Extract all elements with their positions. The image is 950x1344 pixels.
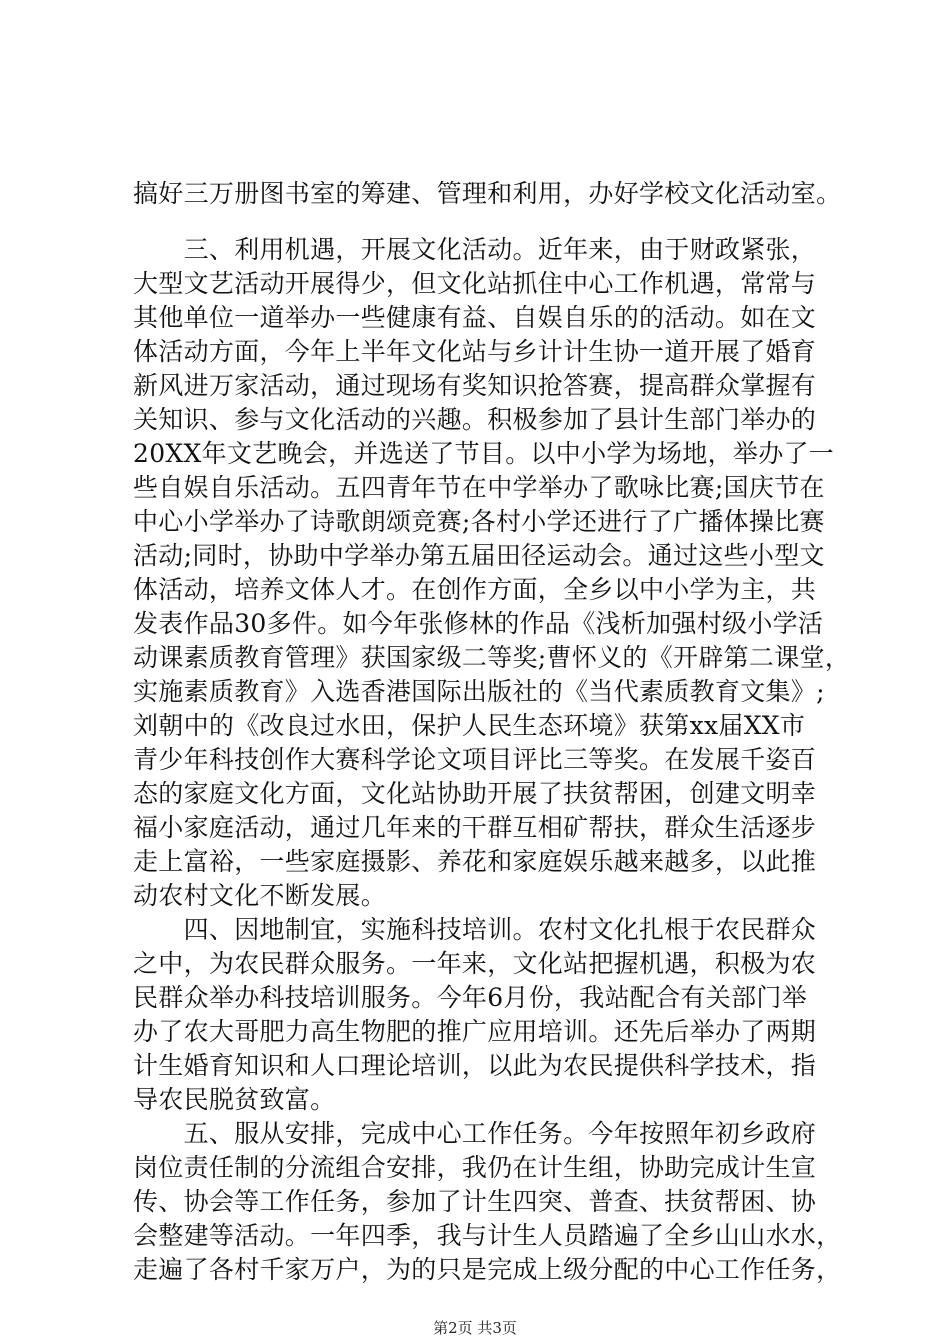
- text-line: 岗位责任制的分流组合安排，我仍在计生组，协助完成计生宣: [133, 1153, 817, 1182]
- text-line: 其他单位一道举办一些健康有益、自娱自乐的的活动。如在文: [133, 303, 817, 332]
- text-line: 之中，为农民群众服务。一年来，文化站把握机遇，积极为农: [133, 949, 817, 978]
- text-line: 五、服从安排，完成中心工作任务。今年按照年初乡政府: [133, 1119, 817, 1148]
- text-line: 走上富裕，一些家庭摄影、养花和家庭娱乐越来越多，以此推: [133, 847, 817, 876]
- text-line: 三、利用机遇，开展文化活动。近年来，由于财政紧张，: [133, 235, 817, 264]
- text-line: 动农村文化不断发展。: [133, 881, 387, 910]
- text-line: 新风进万家活动，通过现场有奖知识抢答赛，提高群众掌握有: [133, 371, 817, 400]
- text-line: 大型文艺活动开展得少，但文化站抓住中心工作机遇，常常与: [133, 269, 817, 298]
- text-line: 会整建等活动。一年四季，我与计生人员踏遍了全乡山山水水，: [133, 1221, 842, 1250]
- text-line: 青少年科技创作大赛科学论文项目评比三等奖。在发展千姿百: [133, 745, 817, 774]
- text-line: 体活动，培养文体人才。在创作方面，全乡以中小学为主，共: [133, 575, 817, 604]
- text-line: 计生婚育知识和人口理论培训，以此为农民提供科学技术，指: [133, 1051, 817, 1080]
- text-line: 动课素质教育管理》获国家级二等奖;曹怀义的《开辟第二课堂，: [133, 643, 851, 672]
- text-line: 实施素质教育》入选香港国际出版社的《当代素质教育文集》;: [133, 677, 825, 706]
- text-line: 传、协会等工作任务，参加了计生四突、普查、扶贫帮困、协: [133, 1187, 817, 1216]
- text-line: 中心小学举办了诗歌朗颂竞赛;各村小学还进行了广播体操比赛: [133, 507, 825, 536]
- text-line: 关知识、参与文化活动的兴趣。积极参加了县计生部门举办的: [133, 405, 817, 434]
- text-line: 福小家庭活动，通过几年来的干群互相矿帮扶，群众生活逐步: [133, 813, 817, 842]
- text-line: 走遍了各村千家万户，为的只是完成上级分配的中心工作任务，: [133, 1255, 842, 1284]
- text-line: 民群众举办科技培训服务。今年6月份，我站配合有关部门举: [133, 983, 808, 1012]
- text-line: 态的家庭文化方面，文化站协助开展了扶贫帮困，创建文明幸: [133, 779, 817, 808]
- text-line: 20XX年文艺晚会，并选送了节目。以中小学为场地，举办了一: [133, 439, 835, 468]
- text-line: 办了农大哥肥力高生物肥的推广应用培训。还先后举办了两期: [133, 1017, 817, 1046]
- text-line: 活动;同时，协助中学举办第五届田径运动会。通过这些小型文: [133, 541, 825, 570]
- text-line: 体活动方面，今年上半年文化站与乡计计生协一道开展了婚育: [133, 337, 817, 366]
- page-number-footer: 第2页 共3页: [433, 1319, 517, 1337]
- text-line: 四、因地制宜，实施科技培训。农村文化扎根于农民群众: [133, 915, 817, 944]
- text-line: 搞好三万册图书室的筹建、管理和利用，办好学校文化活动室。: [133, 179, 842, 208]
- text-line: 发表作品30多件。如今年张修林的作品《浅析加强村级小学活: [133, 609, 824, 638]
- text-line: 刘朝中的《改良过水田，保护人民生态环境》获第xx届XX市: [133, 711, 806, 740]
- text-line: 些自娱自乐活动。五四青年节在中学举办了歌咏比赛;国庆节在: [133, 473, 825, 502]
- text-line: 导农民脱贫致富。: [133, 1085, 336, 1114]
